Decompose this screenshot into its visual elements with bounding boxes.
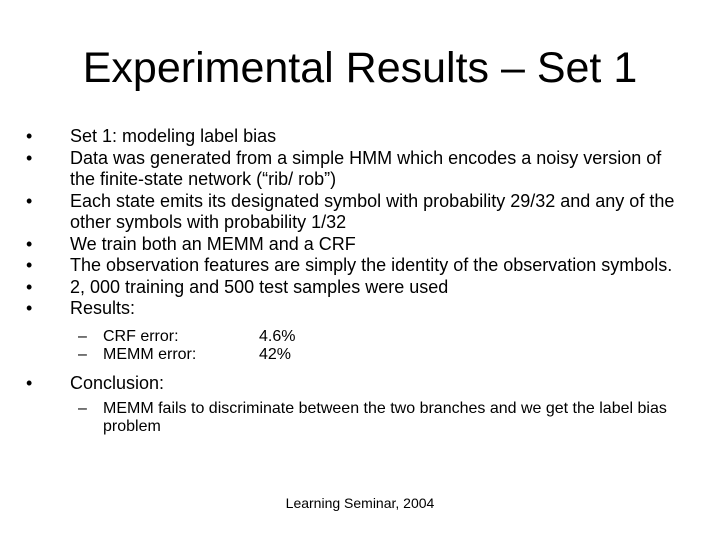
bullet-dot: • bbox=[26, 147, 33, 168]
result-value: 42% bbox=[259, 345, 292, 363]
bullet-dot: • bbox=[26, 233, 33, 254]
results-sublist-container bbox=[0, 328, 720, 364]
bullet-list bbox=[0, 126, 720, 436]
results-sublist bbox=[0, 328, 720, 364]
bullet-text: Data was generated from a simple HMM which encodes a noisy version of the finite-state network (“rib/ rob”) bbox=[70, 147, 662, 189]
bullet-item bbox=[0, 191, 720, 234]
bullet-text: Each state emits its designated symbol with probability 29/32 and any of the other symbols with probability 1/32 bbox=[70, 190, 675, 232]
result-row-crf bbox=[0, 328, 720, 346]
result-value: 4.6% bbox=[259, 327, 296, 345]
bullet-dot: • bbox=[26, 126, 33, 146]
bullet-item bbox=[0, 148, 720, 191]
bullet-text: Set 1: modeling label bias bbox=[70, 126, 277, 146]
bullet-text: We train both an MEMM and a CRF bbox=[70, 233, 356, 254]
bullet-item-results bbox=[0, 298, 720, 320]
bullet-item bbox=[0, 277, 720, 299]
bullet-dot: • bbox=[26, 255, 33, 275]
slide-footer: Learning Seminar, 2004 bbox=[285, 495, 435, 511]
bullet-dot: • bbox=[26, 298, 33, 318]
conclusion-sublist-container bbox=[0, 400, 720, 436]
result-label: CRF error: bbox=[103, 327, 179, 345]
bullet-dot: • bbox=[26, 190, 33, 211]
sub-dash: – bbox=[78, 345, 87, 363]
bullet-item-conclusion bbox=[0, 373, 720, 395]
bullet-text: Results: bbox=[70, 298, 136, 318]
result-row-memm bbox=[0, 346, 720, 364]
conclusion-sublist bbox=[0, 400, 720, 436]
sub-dash: – bbox=[78, 327, 87, 345]
bullet-item bbox=[0, 255, 720, 277]
sub-dash: – bbox=[78, 400, 87, 417]
bullet-text: Conclusion: bbox=[70, 372, 165, 393]
bullet-item bbox=[0, 126, 720, 148]
result-label: MEMM error: bbox=[103, 345, 197, 363]
conclusion-text: MEMM fails to discriminate between the two branches and we get the label bias problem bbox=[103, 400, 667, 435]
slide-title: Experimental Results – Set 1 bbox=[82, 44, 638, 92]
bullet-item bbox=[0, 234, 720, 256]
bullet-dot: • bbox=[26, 276, 33, 297]
bullet-text: The observation features are simply the identity of the observation symbols. bbox=[70, 255, 673, 275]
bullet-text: 2, 000 training and 500 test samples were used bbox=[70, 276, 449, 297]
conclusion-item bbox=[0, 400, 720, 436]
bullet-dot: • bbox=[26, 372, 33, 393]
